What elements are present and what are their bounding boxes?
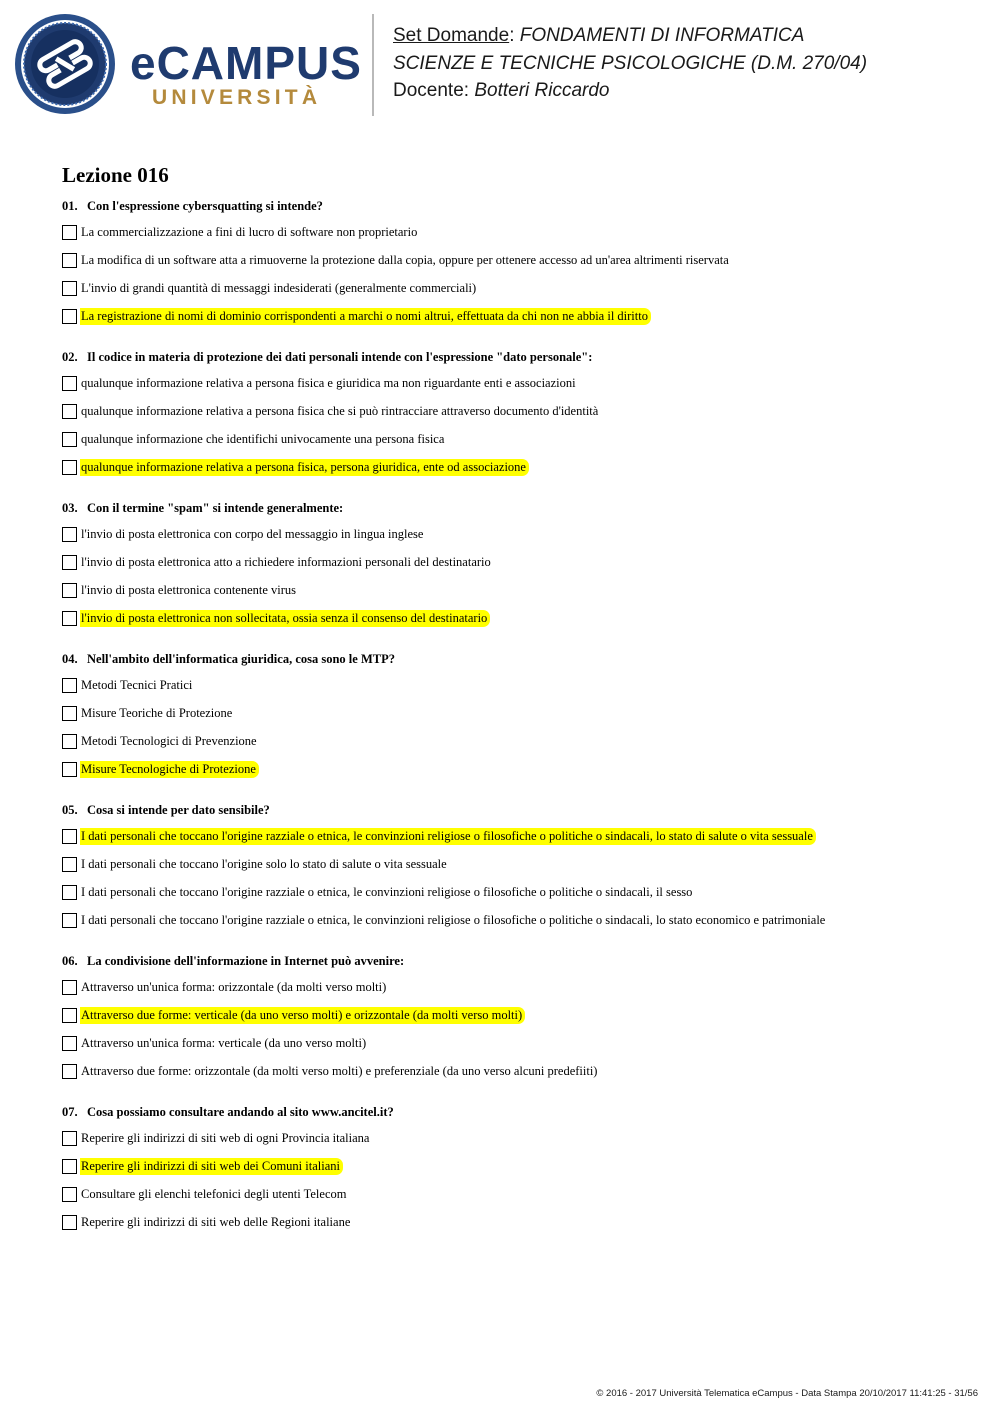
answer-list — [62, 677, 962, 789]
question-title — [62, 198, 962, 214]
answer-option — [62, 582, 962, 610]
answer-text: l'invio di posta elettronica atto a richiedere informazioni personali del destinatario — [81, 555, 491, 569]
ecampus-emblem-icon — [14, 13, 116, 115]
answer-checkbox[interactable] — [62, 734, 77, 749]
answer-text: I dati personali che toccano l'origine solo lo stato di salute o vita sessuale — [81, 857, 447, 871]
answer-list — [62, 224, 962, 336]
answer-text: Reperire gli indirizzi di siti web delle Regioni italiane — [81, 1215, 351, 1229]
answer-option — [62, 252, 962, 280]
question-title — [62, 500, 962, 516]
question-title — [62, 651, 962, 667]
answer-checkbox[interactable] — [62, 376, 77, 391]
answer-checkbox[interactable] — [62, 762, 77, 777]
question-title — [62, 1104, 962, 1120]
answer-option — [62, 677, 962, 705]
answer-option — [62, 1063, 962, 1091]
question-block — [62, 802, 962, 940]
answer-option — [62, 979, 962, 1007]
answer-text: Consultare gli elenchi telefonici degli utenti Telecom — [81, 1187, 347, 1201]
answer-text-highlighted: Reperire gli indirizzi di siti web dei Comuni italiani — [80, 1158, 343, 1175]
answer-text-highlighted: qualunque informazione relativa a persona fisica, persona giuridica, ente od associazione — [80, 459, 529, 476]
answer-checkbox[interactable] — [62, 829, 77, 844]
question-text: Cosa si intende per dato sensibile? — [87, 803, 270, 817]
answer-text: Metodi Tecnici Pratici — [81, 678, 193, 692]
answer-checkbox[interactable] — [62, 281, 77, 296]
page-footer: © 2016 - 2017 Università Telematica eCampus - Data Stampa 20/10/2017 11:41:25 - 31/56 — [596, 1388, 978, 1399]
answer-checkbox[interactable] — [62, 857, 77, 872]
answer-option — [62, 375, 962, 403]
teacher-label: Docente: — [393, 80, 470, 101]
answer-checkbox[interactable] — [62, 1131, 77, 1146]
answer-option — [62, 526, 962, 554]
answer-option — [62, 884, 962, 912]
course-name: FONDAMENTI DI INFORMATICA — [519, 25, 805, 46]
answer-text: L'invio di grandi quantità di messaggi indesiderati (generalmente commerciali) — [81, 281, 477, 295]
answer-text: La commercializzazione a fini di lucro di software non proprietario — [81, 225, 418, 239]
answer-checkbox[interactable] — [62, 913, 77, 928]
question-title — [62, 953, 962, 969]
logo-main-text: eCAMPUS — [130, 37, 362, 89]
answer-text-highlighted: I dati personali che toccano l'origine razziale o etnica, le convinzioni religiose o filosofiche o politiche o sindacali, lo stato di salute o vita sessuale — [80, 828, 816, 845]
header-divider — [372, 14, 374, 116]
question-title — [62, 349, 962, 365]
answer-text: Metodi Tecnologici di Prevenzione — [81, 734, 257, 748]
answer-checkbox[interactable] — [62, 1008, 77, 1023]
question-number: 05. — [62, 803, 78, 817]
answer-option-correct — [62, 761, 962, 789]
program-name: SCIENZE E TECNICHE PSICOLOGICHE (D.M. 270/04) — [393, 52, 868, 74]
answer-text: qualunque informazione che identifichi univocamente una persona fisica — [81, 432, 445, 446]
answer-option — [62, 431, 962, 459]
question-text: La condivisione dell'informazione in Internet può avvenire: — [87, 954, 405, 968]
set-label: Set Domande — [393, 25, 510, 46]
question-block — [62, 198, 962, 336]
answer-option — [62, 224, 962, 252]
page-header — [0, 0, 1000, 130]
answer-list — [62, 979, 962, 1091]
answer-checkbox[interactable] — [62, 225, 77, 240]
answer-checkbox[interactable] — [62, 460, 77, 475]
answer-checkbox[interactable] — [62, 885, 77, 900]
answer-option-correct — [62, 828, 962, 856]
answer-text: qualunque informazione relativa a persona fisica e giuridica ma non riguardante enti e associazioni — [81, 376, 576, 390]
course-line: Set Domande: FONDAMENTI DI INFORMATICA — [393, 25, 805, 46]
answer-text: I dati personali che toccano l'origine razziale o etnica, le convinzioni religiose o filosofiche o politiche o sindacali, il sesso — [81, 885, 693, 899]
answer-checkbox[interactable] — [62, 1064, 77, 1079]
course-info — [393, 22, 867, 105]
answer-text: qualunque informazione relativa a persona fisica che si può rintracciare attraverso documento d'identità — [81, 404, 599, 418]
answer-checkbox[interactable] — [62, 980, 77, 995]
answer-checkbox[interactable] — [62, 527, 77, 542]
answer-list — [62, 526, 962, 638]
answer-option — [62, 554, 962, 582]
question-number: 06. — [62, 954, 78, 968]
answer-checkbox[interactable] — [62, 555, 77, 570]
answer-text: l'invio di posta elettronica contenente virus — [81, 583, 297, 597]
question-number: 03. — [62, 501, 78, 515]
answer-option-correct — [62, 610, 962, 638]
question-text: Con il termine "spam" si intende generalmente: — [87, 501, 344, 515]
answer-text: I dati personali che toccano l'origine razziale o etnica, le convinzioni religiose o filosofiche o politiche o sindacali, lo stato economico e patrimoniale — [81, 913, 826, 927]
answer-text: Attraverso un'unica forma: orizzontale (da molti verso molti) — [81, 980, 387, 994]
answer-text-highlighted: La registrazione di nomi di dominio corrispondenti a marchi o nomi altrui, effettuata da chi non ne abbia il diritto — [80, 308, 651, 325]
answer-checkbox[interactable] — [62, 1187, 77, 1202]
teacher-line — [393, 77, 867, 105]
logo-sub-text: UNIVERSITÀ — [152, 86, 322, 109]
question-block — [62, 349, 962, 487]
answer-checkbox[interactable] — [62, 611, 77, 626]
answer-option — [62, 1035, 962, 1063]
answer-option — [62, 1186, 962, 1214]
answer-option — [62, 856, 962, 884]
question-text: Il codice in materia di protezione dei dati personali intende con l'espressione "dato personale": — [87, 350, 593, 364]
answer-text: Attraverso due forme: orizzontale (da molti verso molti) e preferenziale (da uno verso alcuni predefiiti) — [81, 1064, 598, 1078]
answer-text: Attraverso un'unica forma: verticale (da uno verso molti) — [81, 1036, 367, 1050]
answer-list — [62, 375, 962, 487]
answer-checkbox[interactable] — [62, 1215, 77, 1230]
question-text: Con l'espressione cybersquatting si intende? — [87, 199, 323, 213]
answer-checkbox[interactable] — [62, 1036, 77, 1051]
answer-checkbox[interactable] — [62, 706, 77, 721]
question-text: Nell'ambito dell'informatica giuridica, cosa sono le MTP? — [87, 652, 395, 666]
question-block — [62, 1104, 962, 1242]
answer-text: l'invio di posta elettronica con corpo del messaggio in lingua inglese — [81, 527, 424, 541]
answer-option — [62, 403, 962, 431]
question-number: 02. — [62, 350, 78, 364]
question-block — [62, 651, 962, 789]
question-number: 01. — [62, 199, 78, 213]
answer-option — [62, 1130, 962, 1158]
question-block — [62, 953, 962, 1091]
answer-checkbox[interactable] — [62, 404, 77, 419]
answer-list — [62, 1130, 962, 1242]
answer-text-highlighted: Misure Tecnologiche di Protezione — [80, 761, 259, 778]
answer-list — [62, 828, 962, 940]
answer-checkbox[interactable] — [62, 253, 77, 268]
lesson-title: Lezione 016 — [62, 163, 169, 187]
ecampus-wordmark — [130, 38, 365, 112]
question-number: 07. — [62, 1105, 78, 1119]
answer-checkbox[interactable] — [62, 309, 77, 324]
answer-text-highlighted: l'invio di posta elettronica non sollecitata, ossia senza il consenso del destinatario — [80, 610, 490, 627]
answer-text: Reperire gli indirizzi di siti web di ogni Provincia italiana — [81, 1131, 370, 1145]
answer-option — [62, 912, 962, 940]
answer-option — [62, 280, 962, 308]
answer-checkbox[interactable] — [62, 1159, 77, 1174]
program-line — [393, 50, 867, 78]
question-title — [62, 802, 962, 818]
answer-checkbox[interactable] — [62, 678, 77, 693]
answer-option — [62, 705, 962, 733]
answer-option — [62, 733, 962, 761]
question-number: 04. — [62, 652, 78, 666]
answer-option-correct — [62, 1007, 962, 1035]
answer-checkbox[interactable] — [62, 432, 77, 447]
answer-text: La modifica di un software atta a rimuoverne la protezione dalla copia, oppure per ottenere accesso ad un'area altrimenti riservata — [81, 253, 729, 267]
answer-option-correct — [62, 1158, 962, 1186]
question-text: Cosa possiamo consultare andando al sito www.ancitel.it? — [87, 1105, 394, 1119]
answer-text: Misure Teoriche di Protezione — [81, 706, 233, 720]
question-block — [62, 500, 962, 638]
teacher-name: Botteri Riccardo — [474, 80, 610, 101]
answer-option-correct — [62, 308, 962, 336]
answer-checkbox[interactable] — [62, 583, 77, 598]
answer-text-highlighted: Attraverso due forme: verticale (da uno verso molti) e orizzontale (da molti verso molti) — [80, 1007, 525, 1024]
answer-option — [62, 1214, 962, 1242]
answer-option-correct — [62, 459, 962, 487]
